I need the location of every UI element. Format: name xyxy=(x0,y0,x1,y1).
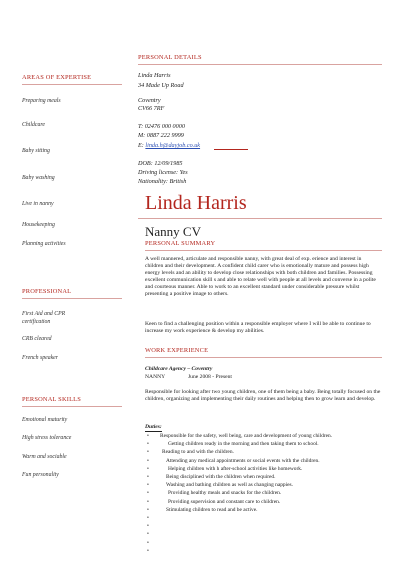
summary-paragraph: Keen to find a challenging position within a responsible employer where I will be able to continue to increase my work experience & develop my abilities. xyxy=(145,321,371,334)
bullet-icon: • xyxy=(147,547,149,554)
areas-of-expertise-heading: AREAS OF EXPERTISE xyxy=(22,74,92,81)
skill-item: High stress tolerance xyxy=(22,435,72,441)
expertise-item: Planning activities xyxy=(22,241,66,247)
expertise-item: Childcare xyxy=(22,122,45,128)
employer: Childcare Agency – Coventry xyxy=(145,366,213,372)
bullet-icon: • xyxy=(147,506,149,513)
bullet-icon: • xyxy=(147,498,149,505)
bullet-icon: • xyxy=(147,449,149,456)
expertise-item: Housekeeping xyxy=(22,222,55,228)
job-role: NANNY xyxy=(145,374,166,380)
bullet-icon: • xyxy=(147,523,149,530)
duty-item: Being disciplined with the children when required. xyxy=(166,474,276,480)
skill-item: Fun personality xyxy=(22,472,59,478)
personal-details-heading: PERSONAL DETAILS xyxy=(138,54,202,61)
divider xyxy=(138,64,382,65)
work-experience-heading: WORK EXPERIENCE xyxy=(145,347,209,354)
skill-item: Warm and sociable xyxy=(22,454,67,460)
duty-item: Stimulating children to read and be active. xyxy=(166,506,258,513)
professional-heading: PROFESSIONAL xyxy=(22,288,72,295)
address-postcode: CV66 7RF xyxy=(138,105,165,112)
bullet-icon: • xyxy=(147,490,149,497)
professional-item: CRB cleared xyxy=(22,336,52,342)
professional-item: French speaker xyxy=(22,355,59,361)
expertise-item: Baby washing xyxy=(22,175,55,181)
professional-item: First Aid and CPR certification xyxy=(22,311,66,325)
expertise-item: Baby sitting xyxy=(22,148,50,154)
bullet-icon: • xyxy=(147,482,149,489)
bullet-icon: • xyxy=(147,515,149,521)
telephone: T: 02476 000 0000 xyxy=(138,123,185,130)
cv-title: Nanny CV xyxy=(145,224,201,239)
divider xyxy=(145,431,162,432)
divider xyxy=(145,357,382,358)
duty-item: Providing healthy meals and snacks for the children. xyxy=(168,490,282,497)
job-dates: June 2008 - Present xyxy=(188,374,232,380)
bullet-icon: • xyxy=(147,465,149,472)
duty-item: Providing supervision and constant care to children. xyxy=(168,498,281,505)
email-line xyxy=(138,142,200,149)
divider xyxy=(22,298,122,299)
dob: DOB: 12/09/1985 xyxy=(138,160,183,167)
email-link[interactable]: linda.h@dayjob.co.uk xyxy=(145,142,201,149)
bullet-icon: • xyxy=(147,457,149,464)
details-name: Linda Harris xyxy=(138,72,171,79)
divider xyxy=(22,406,122,407)
address-city: Coventry xyxy=(138,97,161,104)
email-label: E: xyxy=(138,142,146,149)
bullet-icon: • xyxy=(147,531,149,538)
summary-paragraph: A well mannered, articulate and responsible nanny, with great deal of exp. erience and interest in children and their development. A confident child carer who is emotionally mature and possess high energy levels and an ability to develop close relationships with both children and families. Possessing excellent communication skill s and able to relate well with people at all levels and converse in a polite and courteous manner. Able to work to an excellent standard under considerable pressure whilst presenting a positive image to others. xyxy=(145,256,376,297)
duty-item: Attending any medical appointments or social events with the children. xyxy=(166,457,320,464)
duty-item: Reading to and with the children. xyxy=(162,449,234,456)
bullet-icon: • xyxy=(147,433,149,439)
duty-item: Washing and bathing children as well as changing nappies. xyxy=(166,482,293,489)
responsibilities-paragraph: Responsible for looking after two young children, one of them being a baby. Being totally focused on the children, organizing and implementing their daily routines and helping then to grow learn and develop. xyxy=(145,389,381,402)
divider xyxy=(145,250,382,251)
nationality: Nationality: British xyxy=(138,178,187,185)
duty-item: Helping children with h after-school activities like homework. xyxy=(168,465,303,472)
personal-summary-heading: PERSONAL SUMMARY xyxy=(145,240,216,247)
duties-label: Duties xyxy=(145,424,160,430)
driving-license: Driving license: Yes xyxy=(138,169,188,176)
divider xyxy=(214,149,248,150)
divider xyxy=(138,218,382,219)
expertise-item: Preparing meals xyxy=(22,98,61,104)
divider xyxy=(22,84,122,85)
skill-item: Emotional maturity xyxy=(22,417,68,423)
mobile: M: 0887 222 9999 xyxy=(138,132,184,139)
bullet-icon: • xyxy=(147,441,149,448)
bullet-icon: • xyxy=(147,539,149,546)
duty-item: Getting children ready in the morning and then taking them to school. xyxy=(168,441,319,448)
personal-skills-heading: PERSONAL SKILLS xyxy=(22,396,82,403)
applicant-name: Linda Harris xyxy=(145,192,247,214)
expertise-item: Live in nanny xyxy=(22,201,54,207)
duty-item: Responsible for the safety, well being, care and development of young children. xyxy=(160,433,333,439)
address-street: 34 Made Up Road xyxy=(138,82,184,89)
bullet-icon: • xyxy=(147,474,149,480)
duties-heading: Duties: xyxy=(145,424,162,430)
